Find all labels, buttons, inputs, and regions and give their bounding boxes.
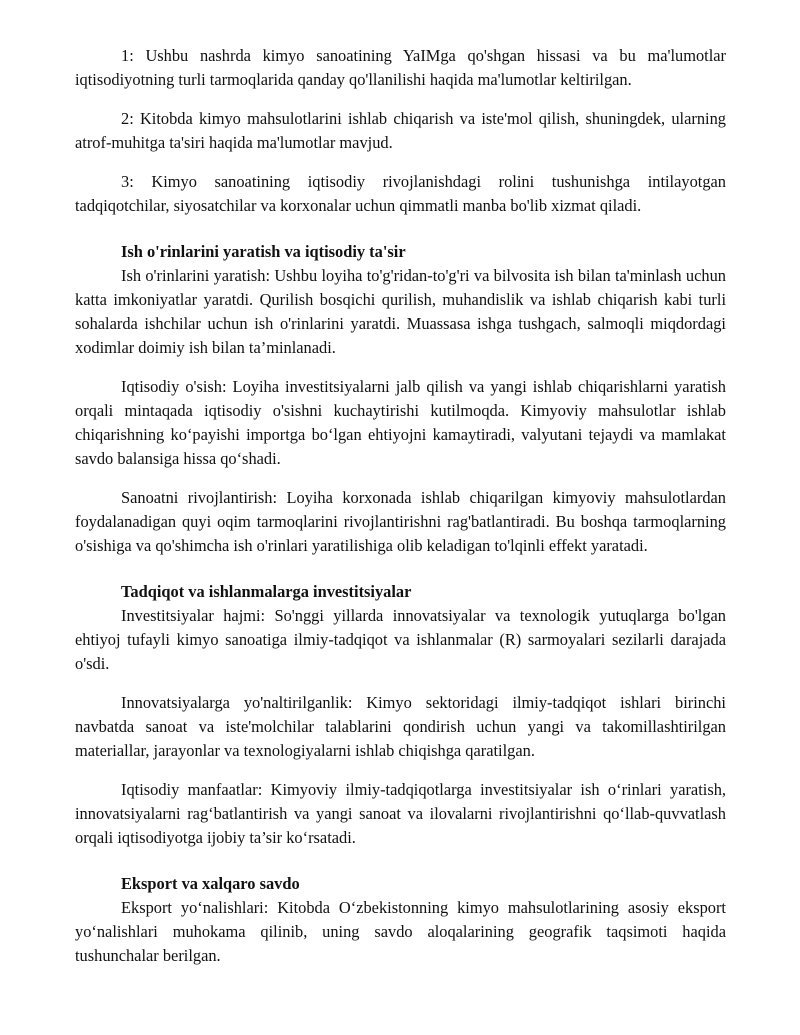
intro-paragraph-3: 3: Kimyo sanoatining iqtisodiy rivojlanishdagi rolini tushunishga intilayotgan tadqiqotchilar, siyosatchilar va korxonalar uchun qimmatli manba bo'lib xizmat qiladi.	[75, 172, 726, 215]
jobs-paragraph-2: Iqtisodiy o'sish: Loyiha investitsiyalarni jalb qilish va yangi ishlab chiqarishlarni yaratish orqali mintaqada iqtisodiy o'sishni kuchaytirishi kutilmoqda. Kimyoviy mahsulotlar ishlab chiqarishning ko‘payishi importga bo‘lgan ehtiyojni kamaytiradi, valyutani tejaydi va mamlakat savdo balansiga hissa qo‘shadi.	[75, 377, 726, 468]
jobs-paragraph-1: Ish o'rinlarini yaratish: Ushbu loyiha to'g'ridan-to'g'ri va bilvosita ish bilan ta'minlash uchun katta imkoniyatlar yaratdi. Qurilish bosqichi qurilish, muhandislik va ishlab chiqarish kabi turli sohalarda ishchilar uchun ish o'rinlarini yaratdi. Muassasa ishga tushgach, salmoqli miqdordagi xodimlar doimiy ish bilan ta’minlanadi.	[75, 266, 726, 357]
section-heading-research: Tadqiqot va ishlanmalarga investitsiyalar	[121, 582, 412, 601]
intro-paragraph-2: 2: Kitobda kimyo mahsulotlarini ishlab chiqarish va iste'mol qilish, shuningdek, ularning atrof-muhitga ta'siri haqida ma'lumotlar mavjud.	[75, 109, 726, 152]
export-paragraph-1: Eksport yo‘nalishlari: Kitobda O‘zbekistonning kimyo mahsulotlarining asosiy eksport yo‘nalishlari muhokama qilinib, uning savdo aloqalarining geografik taqsimoti haqida tushunchalar berilgan.	[75, 898, 726, 965]
section-heading-export: Eksport va xalqaro savdo	[121, 874, 300, 893]
research-paragraph-1: Investitsiyalar hajmi: So'nggi yillarda innovatsiyalar va texnologik yutuqlarga bo'lgan ehtiyoj tufayli kimyo sanoatiga ilmiy-tadqiqot va ishlanmalar (R) sarmoyalari sezilarli darajada o'sdi.	[75, 606, 726, 673]
jobs-paragraph-3: Sanoatni rivojlantirish: Loyiha korxonada ishlab chiqarilgan kimyoviy mahsulotlardan foydalanadigan quyi oqim tarmoqlarini rivojlantirishni rag'batlantiradi. Bu boshqa tarmoqlarning o'sishiga va qo'shimcha ish o'rinlari yaratilishiga olib keladigan to'lqinli effekt yaratadi.	[75, 488, 726, 555]
intro-paragraph-1: 1: Ushbu nashrda kimyo sanoatining YaIMga qo'shgan hissasi va bu ma'lumotlar iqtisodiyotning turli tarmoqlarida qanday qo'llanilishi haqida ma'lumotlar keltirilgan.	[75, 46, 726, 89]
section-heading-jobs: Ish o'rinlarini yaratish va iqtisodiy ta'sir	[121, 242, 406, 261]
research-paragraph-2: Innovatsiyalarga yo'naltirilganlik: Kimyo sektoridagi ilmiy-tadqiqot ishlari birinchi navbatda sanoat va iste'molchilar talablarini qondirish uchun yangi va takomillashtirilgan materiallar, jarayonlar va texnologiyalarni ishlab chiqishga qaratilgan.	[75, 693, 726, 760]
research-paragraph-3: Iqtisodiy manfaatlar: Kimyoviy ilmiy-tadqiqotlarga investitsiyalar ish o‘rinlari yaratish, innovatsiyalarni rag‘batlantirish va yangi sanoat va ilovalarni rivojlantirishni qo‘llab-quvvatlash orqali iqtisodiyotga ijobiy ta’sir ko‘rsatadi.	[75, 780, 726, 847]
document-page	[75, 44, 726, 968]
